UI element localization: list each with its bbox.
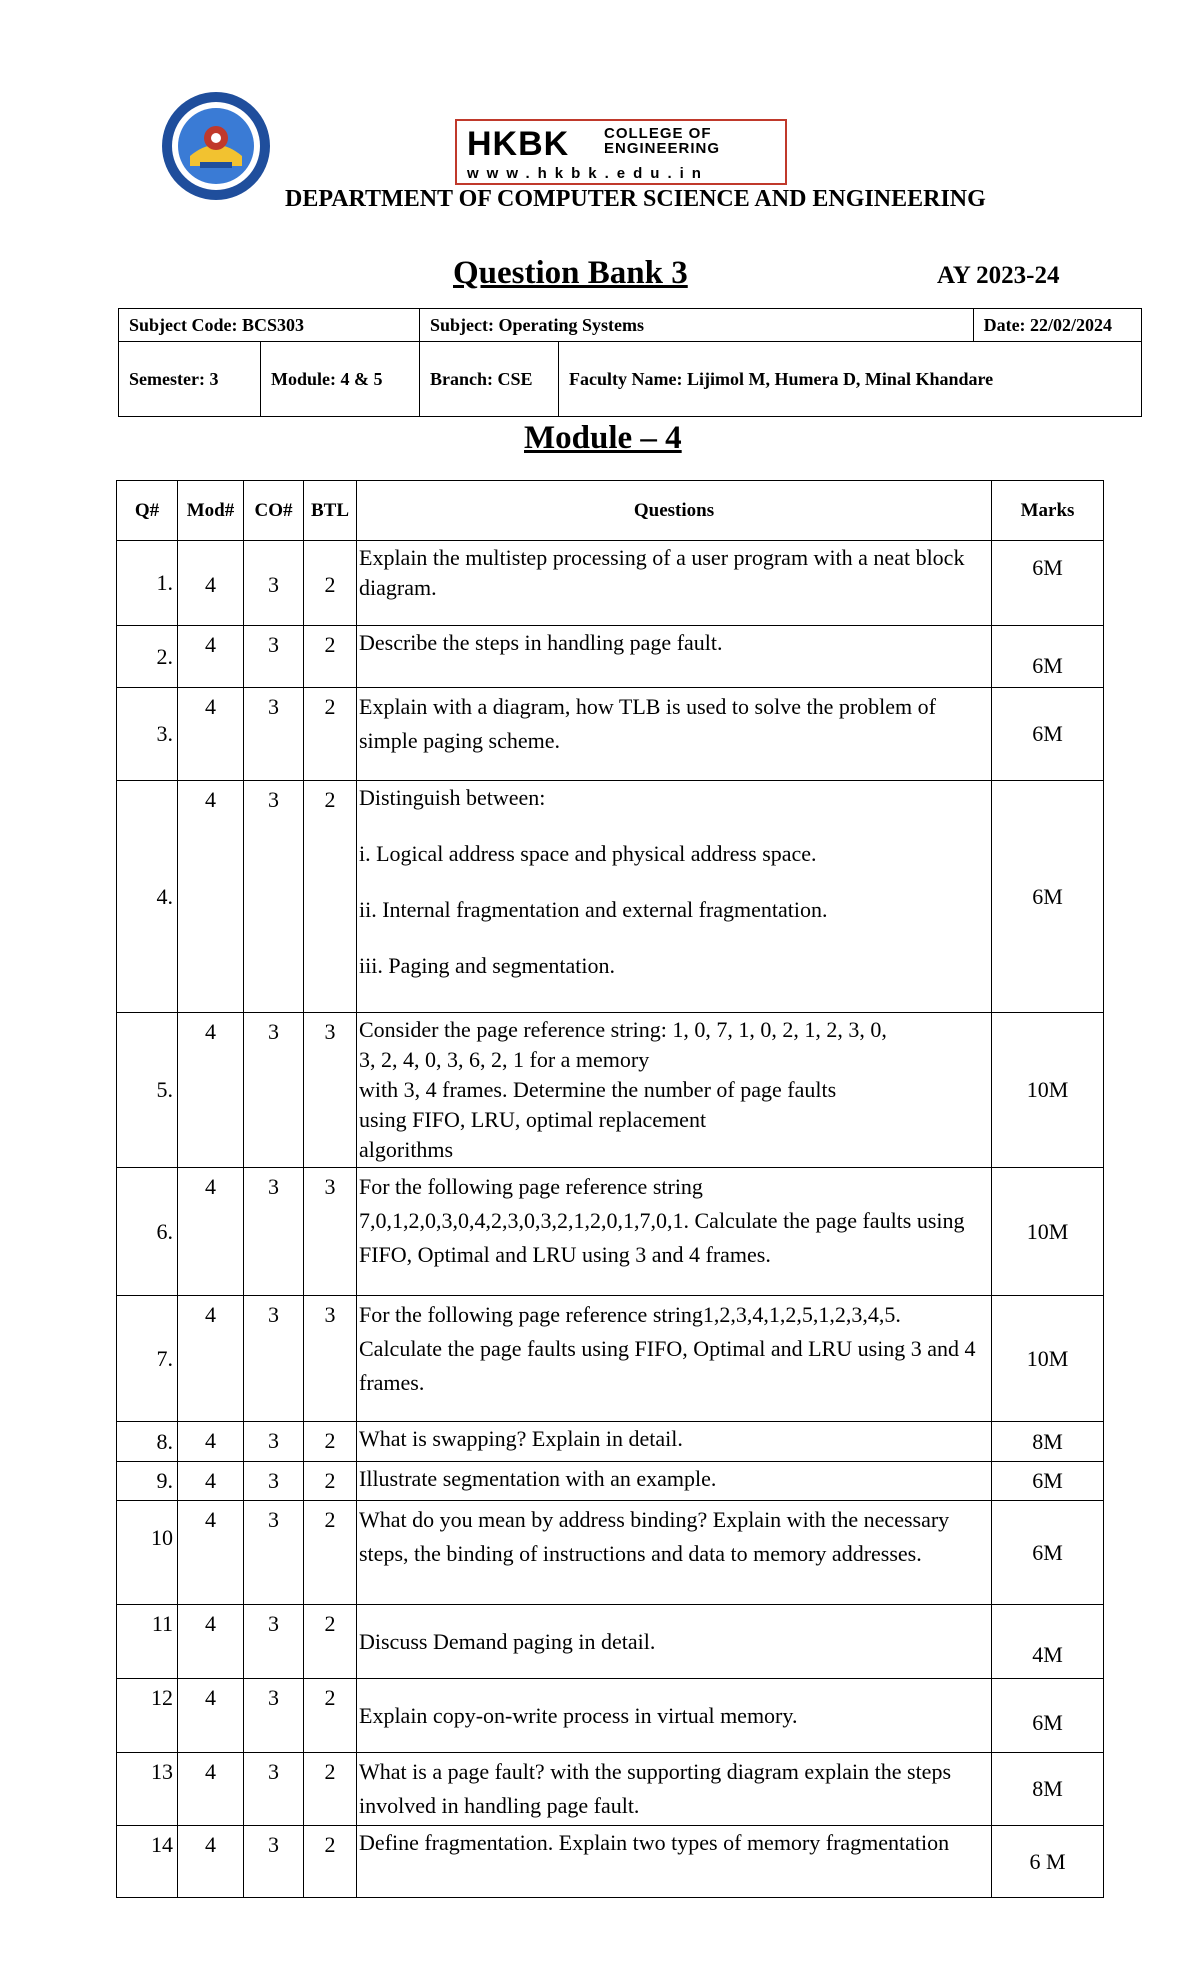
department-heading: DEPARTMENT OF COMPUTER SCIENCE AND ENGINEERING [285,186,986,212]
module-number: 4 [178,1679,244,1753]
question-part: ii. Internal fragmentation and external fragmentation. [359,897,828,922]
question-text: Explain with a diagram, how TLB is used to solve the problem of simple paging scheme. [357,688,992,781]
question-line: with 3, 4 frames. Determine the number of page faults [359,1077,837,1102]
question-number: 11 [117,1605,178,1679]
module-number: 4 [178,626,244,688]
btl-level: 2 [304,1826,357,1898]
table-row [117,1013,1104,1168]
btl-level: 2 [304,1753,357,1826]
co-number: 3 [244,1501,304,1605]
question-number: 5. [117,1013,178,1168]
co-number: 3 [244,688,304,781]
btl-level: 2 [304,541,357,626]
table-row [117,1605,1104,1679]
co-number: 3 [244,1753,304,1826]
module-heading: Module – 4 [524,420,682,456]
table-row [117,1296,1104,1422]
marks: 6 M [992,1826,1104,1898]
marks: 6M [992,781,1104,1013]
co-number: 3 [244,781,304,1013]
table-row [117,1168,1104,1296]
module-number: 4 [178,541,244,626]
question-number: 4. [117,781,178,1013]
column-header-questions: Questions [357,481,992,541]
btl-level: 2 [304,1462,357,1501]
column-header-co: CO# [244,481,304,541]
btl-level: 2 [304,1605,357,1679]
academic-year: AY 2023-24 [937,262,1060,289]
table-row [117,781,1104,1013]
marks: 6M [992,1679,1104,1753]
question-number: 3. [117,688,178,781]
question-line: 3, 2, 4, 0, 3, 6, 2, 1 for a memory [359,1047,650,1072]
co-number: 3 [244,1296,304,1422]
module-number: 4 [178,1168,244,1296]
question-number: 13 [117,1753,178,1826]
column-header-btl: BTL [304,481,357,541]
table-row [117,688,1104,781]
question-intro: Distinguish between: [359,785,546,810]
table-row [117,541,1104,626]
module-info: Module: 4 & 5 [261,342,420,417]
table-row [117,1501,1104,1605]
question-text: Describe the steps in handling page fault. [357,626,992,688]
marks: 6M [992,1462,1104,1501]
module-number: 4 [178,781,244,1013]
course-info-table [118,308,1142,417]
semester: Semester: 3 [119,342,261,417]
module-number: 4 [178,1462,244,1501]
module-number: 4 [178,1605,244,1679]
co-number: 3 [244,1168,304,1296]
marks: 8M [992,1753,1104,1826]
co-number: 3 [244,626,304,688]
question-text: For the following page reference string1,2,3,4,1,2,5,1,2,3,4,5. Calculate the page faults using FIFO, Optimal and LRU using 3 and 4 frames. [357,1296,992,1422]
table-row [117,1826,1104,1898]
co-number: 3 [244,541,304,626]
question-part: i. Logical address space and physical address space. [359,841,817,866]
page-title: Question Bank 3 [453,255,688,291]
marks: 10M [992,1013,1104,1168]
question-number: 2. [117,626,178,688]
module-number: 4 [178,1422,244,1462]
question-number: 7. [117,1296,178,1422]
marks: 10M [992,1296,1104,1422]
btl-level: 2 [304,1501,357,1605]
question-text [357,781,992,1013]
question-number: 8. [117,1422,178,1462]
question-table [116,480,1104,1898]
module-number: 4 [178,688,244,781]
college-seal-logo [160,90,272,202]
question-number: 9. [117,1462,178,1501]
marks: 10M [992,1168,1104,1296]
hkbk-brand-logo [455,119,787,185]
table-row [117,1422,1104,1462]
btl-level: 2 [304,781,357,1013]
question-line: using FIFO, LRU, optimal replacement [359,1107,707,1132]
marks: 6M [992,1501,1104,1605]
co-number: 3 [244,1422,304,1462]
date: Date: 22/02/2024 [973,309,1141,342]
subject-code: Subject Code: BCS303 [119,309,420,342]
table-row [117,1753,1104,1826]
module-number: 4 [178,1501,244,1605]
question-line: algorithms [359,1137,454,1162]
question-text: Explain copy-on-write process in virtual memory. [357,1679,992,1753]
question-number: 14 [117,1826,178,1898]
module-number: 4 [178,1013,244,1168]
module-number: 4 [178,1296,244,1422]
table-row [117,626,1104,688]
marks: 6M [992,541,1104,626]
marks: 6M [992,626,1104,688]
table-header-row [117,481,1104,541]
question-part: iii. Paging and segmentation. [359,953,616,978]
marks: 6M [992,688,1104,781]
btl-level: 3 [304,1013,357,1168]
column-header-q: Q# [117,481,178,541]
question-number: 1. [117,541,178,626]
branch: Branch: CSE [420,342,559,417]
column-header-mod: Mod# [178,481,244,541]
question-line: Consider the page reference string: 1, 0, 7, 1, 0, 2, 1, 2, 3, 0, [359,1017,887,1042]
co-number: 3 [244,1462,304,1501]
subject-name: Subject: Operating Systems [420,309,974,342]
question-text: Define fragmentation. Explain two types of memory fragmentation [357,1826,992,1898]
table-row [117,1462,1104,1501]
question-number: 12 [117,1679,178,1753]
marks: 8M [992,1422,1104,1462]
brand-url: www.hkbk.edu.in [467,165,709,182]
btl-level: 2 [304,626,357,688]
question-text: For the following page reference string 7,0,1,2,0,3,0,4,2,3,0,3,2,1,2,0,1,7,0,1. Calculate the page faults using FIFO, Optimal and LRU using 3 and 4 frames. [357,1168,992,1296]
table-row [117,1679,1104,1753]
btl-level: 2 [304,1422,357,1462]
question-number: 6. [117,1168,178,1296]
question-text [357,1013,992,1168]
question-number: 10 [117,1501,178,1605]
co-number: 3 [244,1679,304,1753]
question-text: Explain the multistep processing of a user program with a neat block diagram. [357,541,992,626]
question-text: What is a page fault? with the supporting diagram explain the steps involved in handling page fault. [357,1753,992,1826]
btl-level: 2 [304,688,357,781]
marks: 4M [992,1605,1104,1679]
column-header-marks: Marks [992,481,1104,541]
module-number: 4 [178,1753,244,1826]
co-number: 3 [244,1605,304,1679]
brand-line2: ENGINEERING [604,140,721,157]
btl-level: 2 [304,1679,357,1753]
question-text: Discuss Demand paging in detail. [357,1605,992,1679]
co-number: 3 [244,1013,304,1168]
faculty-name: Faculty Name: Lijimol M, Humera D, Minal Khandare [559,342,1142,417]
brand-line1: COLLEGE OF [604,125,712,142]
question-text: Illustrate segmentation with an example. [357,1462,992,1501]
co-number: 3 [244,1826,304,1898]
brand-college-text [604,126,720,156]
question-text: What is swapping? Explain in detail. [357,1422,992,1462]
module-number: 4 [178,1826,244,1898]
btl-level: 3 [304,1168,357,1296]
btl-level: 3 [304,1296,357,1422]
brand-name: HKBK [467,125,570,163]
question-text: What do you mean by address binding? Explain with the necessary steps, the binding of instructions and data to memory addresses. [357,1501,992,1605]
